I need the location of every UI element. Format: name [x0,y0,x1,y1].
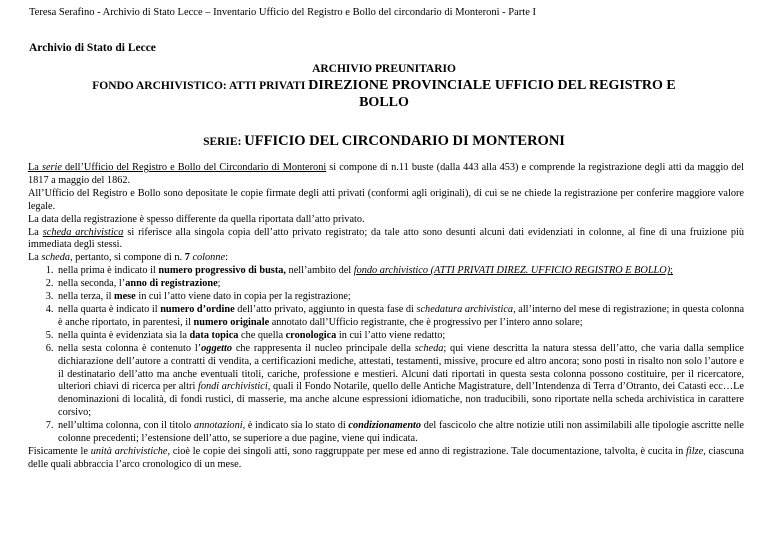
text-run: numero d’ordine [160,303,235,315]
text-run: , cioè le copie dei singoli atti, sono raggruppate per mese ed anno di registrazione. Tale documentazione, talvolta, è cucita in [167,445,687,457]
list-item [56,291,744,304]
text-run: in cui l’atto viene dato in copia per la registrazione; [135,291,351,303]
text-run: numero progressivo di busta, [158,265,286,277]
serie-label: SERIE: [203,136,245,148]
document-body [28,162,744,472]
text-run: , pertanto, si compone di n. [70,252,185,264]
text-run: si compone di n.11 buste (dalla 443 alla 453) e comprende la registrazione degli atti da maggio del 1817 a maggio del 1862. [28,162,744,186]
text-run: dell’atto privato, aggiunto in questa fase di [234,303,417,315]
text-run: nell’ultima colonna, con il titolo [58,420,194,432]
text-run: oggetto [201,342,233,354]
text-run: filze, [686,445,706,457]
text-run: annotato dall’Ufficio registrante, che è progressivo per l’intero anno solare; [269,316,583,328]
text-run: La [28,162,42,173]
list-item [56,420,744,446]
paragraph [28,446,744,472]
text-run: che rappresenta il nucleo principale della [232,342,415,354]
text-run: serie [41,162,62,173]
paragraph [28,252,744,265]
text-run: nella seconda, l’ [58,278,126,290]
text-run: data topica [189,329,239,341]
text-run: , all’interno del mese di registrazione; in questa colonna è anche riportato, in parentesi, il [58,303,745,328]
text-run: annotazioni [193,420,243,432]
text-run: unità archivistiche [90,445,168,457]
text-run: che quella [238,329,286,341]
fondo-label: FONDO ARCHIVISTICO: ATTI PRIVATI [92,80,309,92]
running-header: Teresa Serafino - Archivio di Stato Lecce – Inventario Ufficio del Registro e Bollo del circondario di Monteroni - Parte I [29,7,536,18]
text-run: colonne [192,252,226,264]
text-run: schedatura archivistica [416,303,514,315]
text-run: fondo archivistico (ATTI PRIVATI DIREZ. UFFICIO REGISTRO E BOLLO) [353,265,671,277]
serie-name: UFFICIO DEL CIRCONDARIO DI MONTERONI [244,133,565,149]
paragraph: All’Ufficio del Registro e Bollo sono depositate le copie firmate degli atti privati (conformi agli originali), di cui se ne chiede la registrazione per conferire maggiore valore legale. [28,187,744,212]
paragraph [28,227,744,253]
list-item [56,330,744,343]
text-run: anno di registrazione [125,278,218,290]
text-run: fondi archivistici [197,381,268,393]
text-run: mese [114,291,136,303]
text-run: scheda archivistica [42,226,124,238]
text-run: nella prima è indicato il [58,265,159,277]
text-run: ; qui viene descritta la natura stessa dell’atto, che varia dalla semplice dichiarazione dell’autore a contratti di vendita, a certificazioni mediche, attestati, testamenti, missive, procure ed altro ancora; sono posti in risalto non solo l’autore e il destinatario dell’atto ma anche eventuali titoli, cariche, professione e mestieri. Alcuni dati riportati in questa sesta colonna possono costituire, per il ricercatore, ulteriori chiavi di ricerca per altri [58,342,744,393]
text-run: in cui l’atto viene redatto; [336,329,446,341]
text-run: La [28,252,42,264]
text-run: ; [670,265,674,277]
title-archivio: ARCHIVIO PREUNITARIO [312,63,456,75]
text-run: nella sesta colonna è contenuto l’ [58,342,202,354]
institution-name: Archivio di Stato di Lecce [29,42,156,54]
text-run: nella terza, il [58,291,115,303]
text-run: , quali il Fondo Notarile, quello delle Antiche Magistrature, dell’Intendenza di Terra d’Otranto, dei Catasti ecc…Le denominazioni di località, di fondi rustici, di masserie, ma anche alcune espressioni idiomatiche, non traducibili, sono riportate nella scheda archivistica in carattere corsivo; [58,381,745,419]
list-item [56,343,744,420]
column-list [28,265,744,446]
text-run: del fascicolo che altre notizie utili non assimilabili alle tipologie ascritte nelle colonne precedenti; l’estensione dell’atto, se superiore a due pagine, viene qui indicata. [58,420,744,445]
text-run: nella quinta è evidenziata sia la [58,329,190,341]
title-fondo [0,78,768,94]
text-run: nella quarta è indicato il [58,303,161,315]
list-item [56,265,744,278]
text-run: si riferisce alla singola copia dell’atto privato registrato; da tale atto sono desunti alcuni dati evidenziati in colonne, al fine di una fruizione più immediata degli stessi. [28,226,744,251]
title-serie [0,132,768,150]
text-run: La [28,226,43,238]
text-run: 7 [184,252,190,264]
text-run: numero originale [193,316,270,328]
text-run: condizionamento [348,420,422,432]
text-run: scheda [414,342,444,354]
fondo-name: DIREZIONE PROVINCIALE UFFICIO DEL REGISTRO E [308,78,676,93]
text-run: scheda [41,252,71,264]
text-run: ciascuna delle quali abbraccia l’arco cronologico di un mese. [28,445,745,470]
list-item [56,278,744,291]
text-run: : [225,252,228,264]
paragraph: La data della registrazione è spesso differente da quella riportata dall’atto privato. [28,213,365,225]
text-run: cronologica [285,329,337,341]
list-item [56,304,744,330]
text-run: dell’Ufficio del Registro e Bollo del Circondario di Monteroni [61,162,327,173]
text-run: ; [217,278,221,290]
text-run: , è indicato sia lo stato di [242,420,349,432]
text-run: Fisicamente le [28,445,91,457]
title-fondo-line2: BOLLO [359,95,409,110]
paragraph [28,162,744,188]
text-run: nell’ambito del [285,265,354,277]
